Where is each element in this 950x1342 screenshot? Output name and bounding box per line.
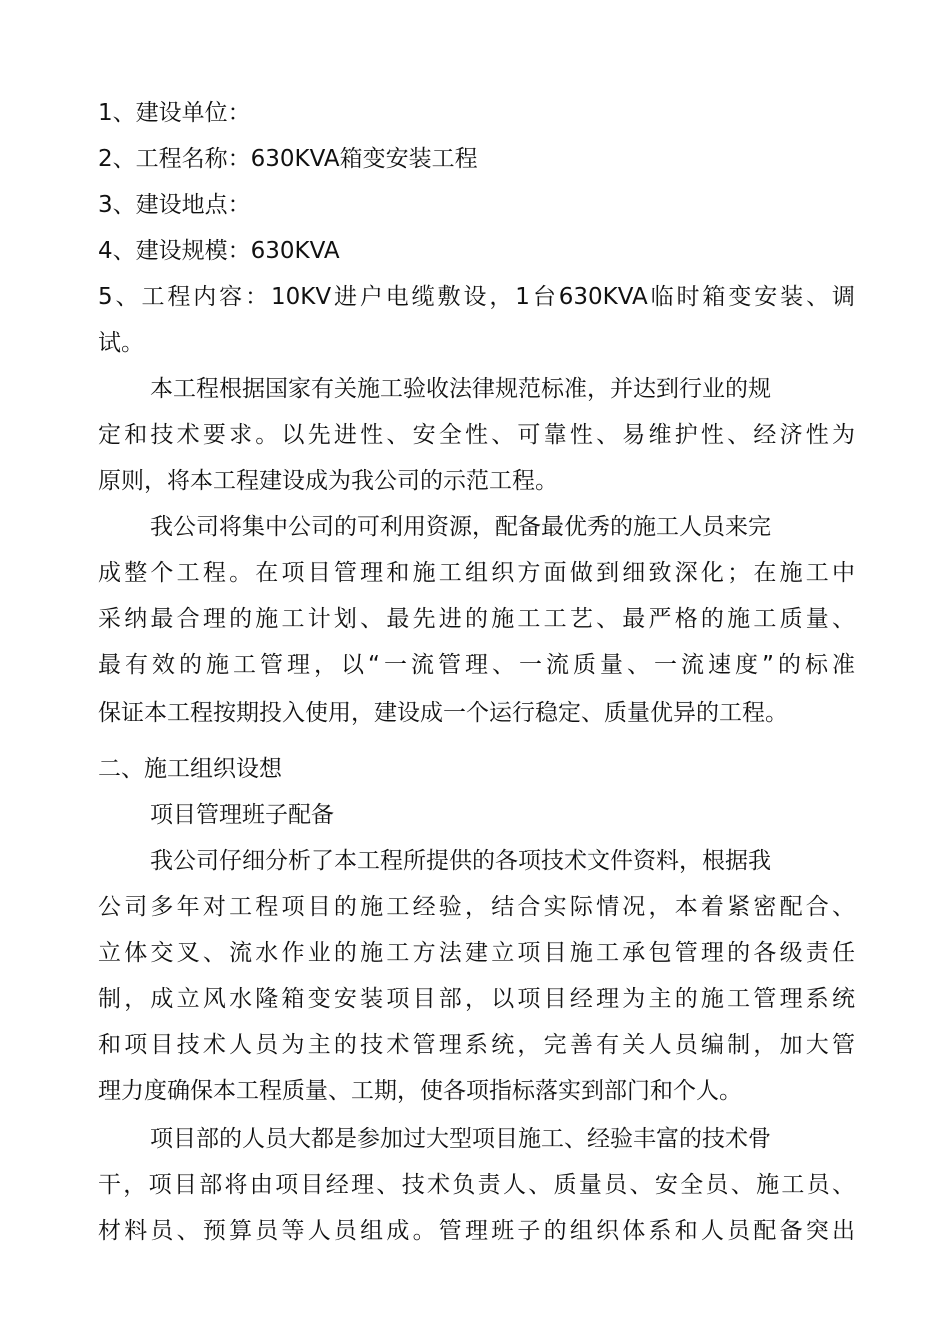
paragraph-line: 定和技术要求。以先进性、安全性、可靠性、易维护性、经济性为 xyxy=(98,422,855,448)
info-item-location: 3、建设地点： xyxy=(98,192,251,218)
paragraph-line: 和项目技术人员为主的技术管理系统，完善有关人员编制，加大管 xyxy=(98,1032,855,1058)
paragraph-line: 成整个工程。在项目管理和施工组织方面做到细致深化；在施工中 xyxy=(98,560,855,586)
paragraph-line: 干，项目部将由项目经理、技术负责人、质量员、安全员、施工员、 xyxy=(98,1172,855,1198)
info-item-builder: 1、建设单位： xyxy=(98,100,251,126)
paragraph-line: 本工程根据国家有关施工验收法律规范标准，并达到行业的规 xyxy=(150,376,771,402)
paragraph-line: 材料员、预算员等人员组成。管理班子的组织体系和人员配备突出 xyxy=(98,1218,855,1244)
paragraph-line: 保证本工程按期投入使用，建设成一个运行稳定、质量优异的工程。 xyxy=(98,700,788,726)
paragraph-line: 公司多年对工程项目的施工经验，结合实际情况，本着紧密配合、 xyxy=(98,894,855,920)
info-item-content: 5、工程内容：10KV进户电缆敷设，1台630KVA临时箱变安装、调 xyxy=(98,284,855,310)
paragraph-line: 采纳最合理的施工计划、最先进的施工工艺、最严格的施工质量、 xyxy=(98,606,855,632)
paragraph-line: 我公司将集中公司的可利用资源，配备最优秀的施工人员来完 xyxy=(150,514,771,540)
info-item-content-cont: 试。 xyxy=(98,330,144,356)
paragraph-line: 最有效的施工管理，以“一流管理、一流质量、一流速度”的标准 xyxy=(98,652,855,678)
paragraph-line: 理力度确保本工程质量、工期，使各项指标落实到部门和个人。 xyxy=(98,1078,742,1104)
info-item-scale: 4、建设规模：630KVA xyxy=(98,238,340,264)
paragraph-line: 我公司仔细分析了本工程所提供的各项技术文件资料，根据我 xyxy=(150,848,771,874)
paragraph-line: 项目部的人员大都是参加过大型项目施工、经验丰富的技术骨 xyxy=(150,1126,771,1152)
section-heading: 二、施工组织设想 xyxy=(98,756,282,782)
paragraph-line: 立体交叉、流水作业的施工方法建立项目施工承包管理的各级责任 xyxy=(98,940,855,966)
subheading: 项目管理班子配备 xyxy=(150,802,334,828)
paragraph-line: 原则，将本工程建设成为我公司的示范工程。 xyxy=(98,468,558,494)
paragraph-line: 制，成立风水隆箱变安装项目部，以项目经理为主的施工管理系统 xyxy=(98,986,855,1012)
info-item-project-name: 2、工程名称：630KVA箱变安装工程 xyxy=(98,146,478,172)
